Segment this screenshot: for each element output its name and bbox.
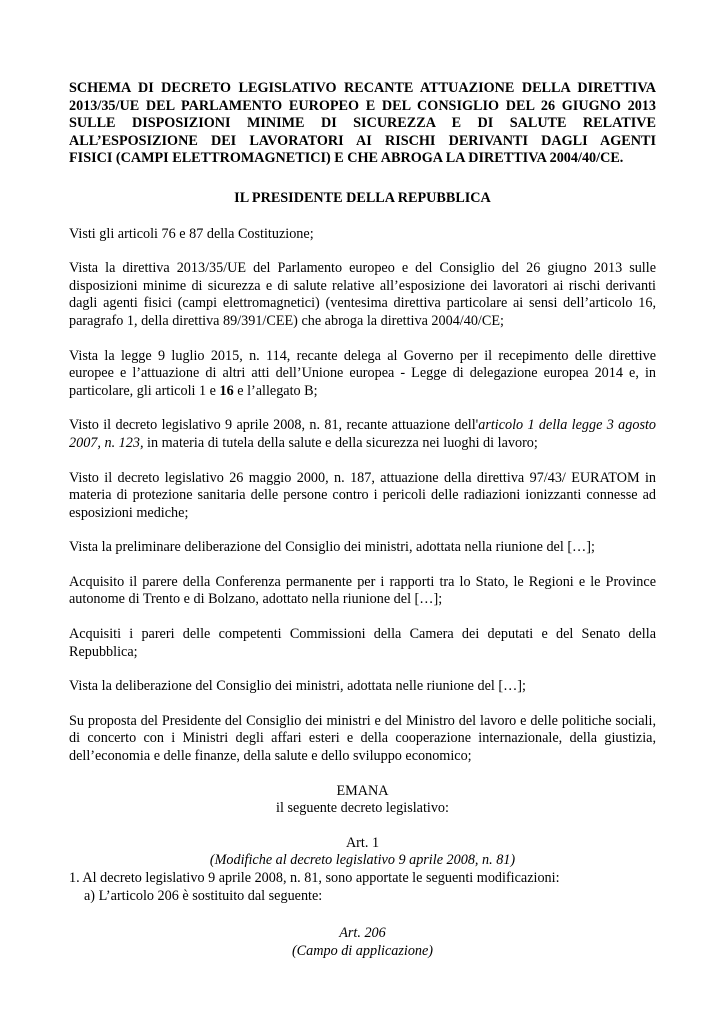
paragraph-legge-delega: [69, 348, 656, 401]
paragraph-direttiva: Vista la direttiva 2013/35/UE del Parlamento europeo e del Consiglio del 26 giugno 2013 sulle disposizioni minime di sicurezza e di salute relative all’esposizione dei lavoratori ai rischi derivanti dagli agenti fisici (campi elettromagnetici) (ventesima direttiva particolare ai sensi dell’articolo 16, paragrafo 1, della direttiva 89/391/CEE) che abroga la direttiva 2004/40/CE;: [69, 260, 656, 329]
emana-heading: EMANA: [336, 782, 389, 799]
paragraph-conferenza: Acquisito il parere della Conferenza permanente per i rapporti tra lo Stato, le Regioni e le Province autonome di Trento e di Bolzano, adottato nella riunione del […];: [69, 573, 656, 608]
article-206-subtitle: [69, 943, 656, 961]
paragraph-dlgs-81-italic: articolo 1 della legge 3 agosto 2007, n. 123,: [69, 417, 656, 451]
article-206-subtitle-text: (Campo di applicazione): [291, 942, 434, 959]
article-1-item-a: a) L’articolo 206 è sostituito dal seguente:: [84, 887, 323, 904]
paragraph-preliminare: Vista la preliminare deliberazione del Consiglio dei ministri, adottata nella riunione del […];: [69, 539, 595, 556]
paragraph-costituzione: Visti gli articoli 76 e 87 della Costituzione;: [69, 225, 314, 242]
emana-subheading: il seguente decreto legislativo:: [276, 800, 449, 817]
article-206: [69, 925, 656, 960]
title-line-1: SCHEMA DI DECRETO LEGISLATIVO RECANTE ATTUAZIONE DELLA DIRETTIVA: [69, 80, 656, 96]
document-title: [69, 80, 656, 168]
article-1: [69, 835, 656, 905]
paragraph-legge-delega-bold: 16: [219, 382, 234, 399]
paragraph-dlgs-187: Visto il decreto legislativo 26 maggio 2000, n. 187, attuazione della direttiva 97/43/ EURATOM in materia di protezione sanitaria delle persone contro i pericoli delle radiazioni ionizzanti connesse ad esposizioni mediche;: [69, 469, 656, 521]
article-1-comma-1: 1. Al decreto legislativo 9 aprile 2008, n. 81, sono apportate le seguenti modificazioni:: [69, 870, 560, 886]
paragraph-deliberazione: Vista la deliberazione del Consiglio dei ministri, adottata nelle riunione del […];: [69, 678, 526, 695]
title-line-2: 2013/35/UE DEL PARLAMENTO EUROPEO E DEL CONSIGLIO DEL 26 GIUGNO 2013: [69, 97, 656, 114]
paragraph-commissioni: Acquisiti i pareri delle competenti Commissioni della Camera dei deputati e del Senato della Repubblica;: [69, 626, 656, 660]
paragraph-dlgs-81-text-a: Visto il decreto legislativo 9 aprile 2008, n. 81, recante attuazione dell': [69, 417, 479, 434]
article-206-title: [69, 925, 656, 943]
article-1-subtitle: [69, 852, 656, 870]
emana-block: [69, 783, 656, 818]
title-line-5: FISICI (CAMPI ELETTROMAGNETICI) E CHE ABROGA LA DIRETTIVA 2004/40/CE.: [69, 150, 624, 167]
paragraph-dlgs-81-text-b: in materia di tutela della salute e della sicurezza nei luoghi di lavoro;: [143, 434, 538, 451]
title-line-3: SULLE DISPOSIZIONI MINIME DI SICUREZZA E DI SALUTE RELATIVE: [69, 115, 656, 132]
title-line-4: ALL’ESPOSIZIONE DEI LAVORATORI AI RISCHI DERIVANTI DAGLI AGENTI: [69, 132, 656, 149]
paragraph-legge-delega-text-b: e l’allegato B;: [233, 382, 318, 399]
paragraph-proposta: Su proposta del Presidente del Consiglio dei ministri e del Ministro del lavoro e delle politiche sociali, di concerto con i Ministri degli affari esteri e della cooperazione internazionale, della giustizia, dell’economia e delle finanze, della salute e dello sviluppo economico;: [69, 712, 656, 765]
article-206-title-text: Art. 206: [339, 925, 386, 942]
article-1-subtitle-text: (Modifiche al decreto legislativo 9 aprile 2008, n. 81): [209, 852, 516, 869]
paragraph-legge-delega-text-a: Vista la legge 9 luglio 2015, n. 114, recante delega al Governo per il recepimento delle direttive europee e l’attuazione di altri atti dell’Unione europea - Legge di delegazione europea 2014 e, in particolare, gli articoli 1 e: [69, 347, 656, 399]
article-1-title: Art. 1: [345, 834, 380, 851]
paragraph-dlgs-81: [69, 417, 656, 452]
president-heading: IL PRESIDENTE DELLA REPUBBLICA: [234, 189, 491, 206]
